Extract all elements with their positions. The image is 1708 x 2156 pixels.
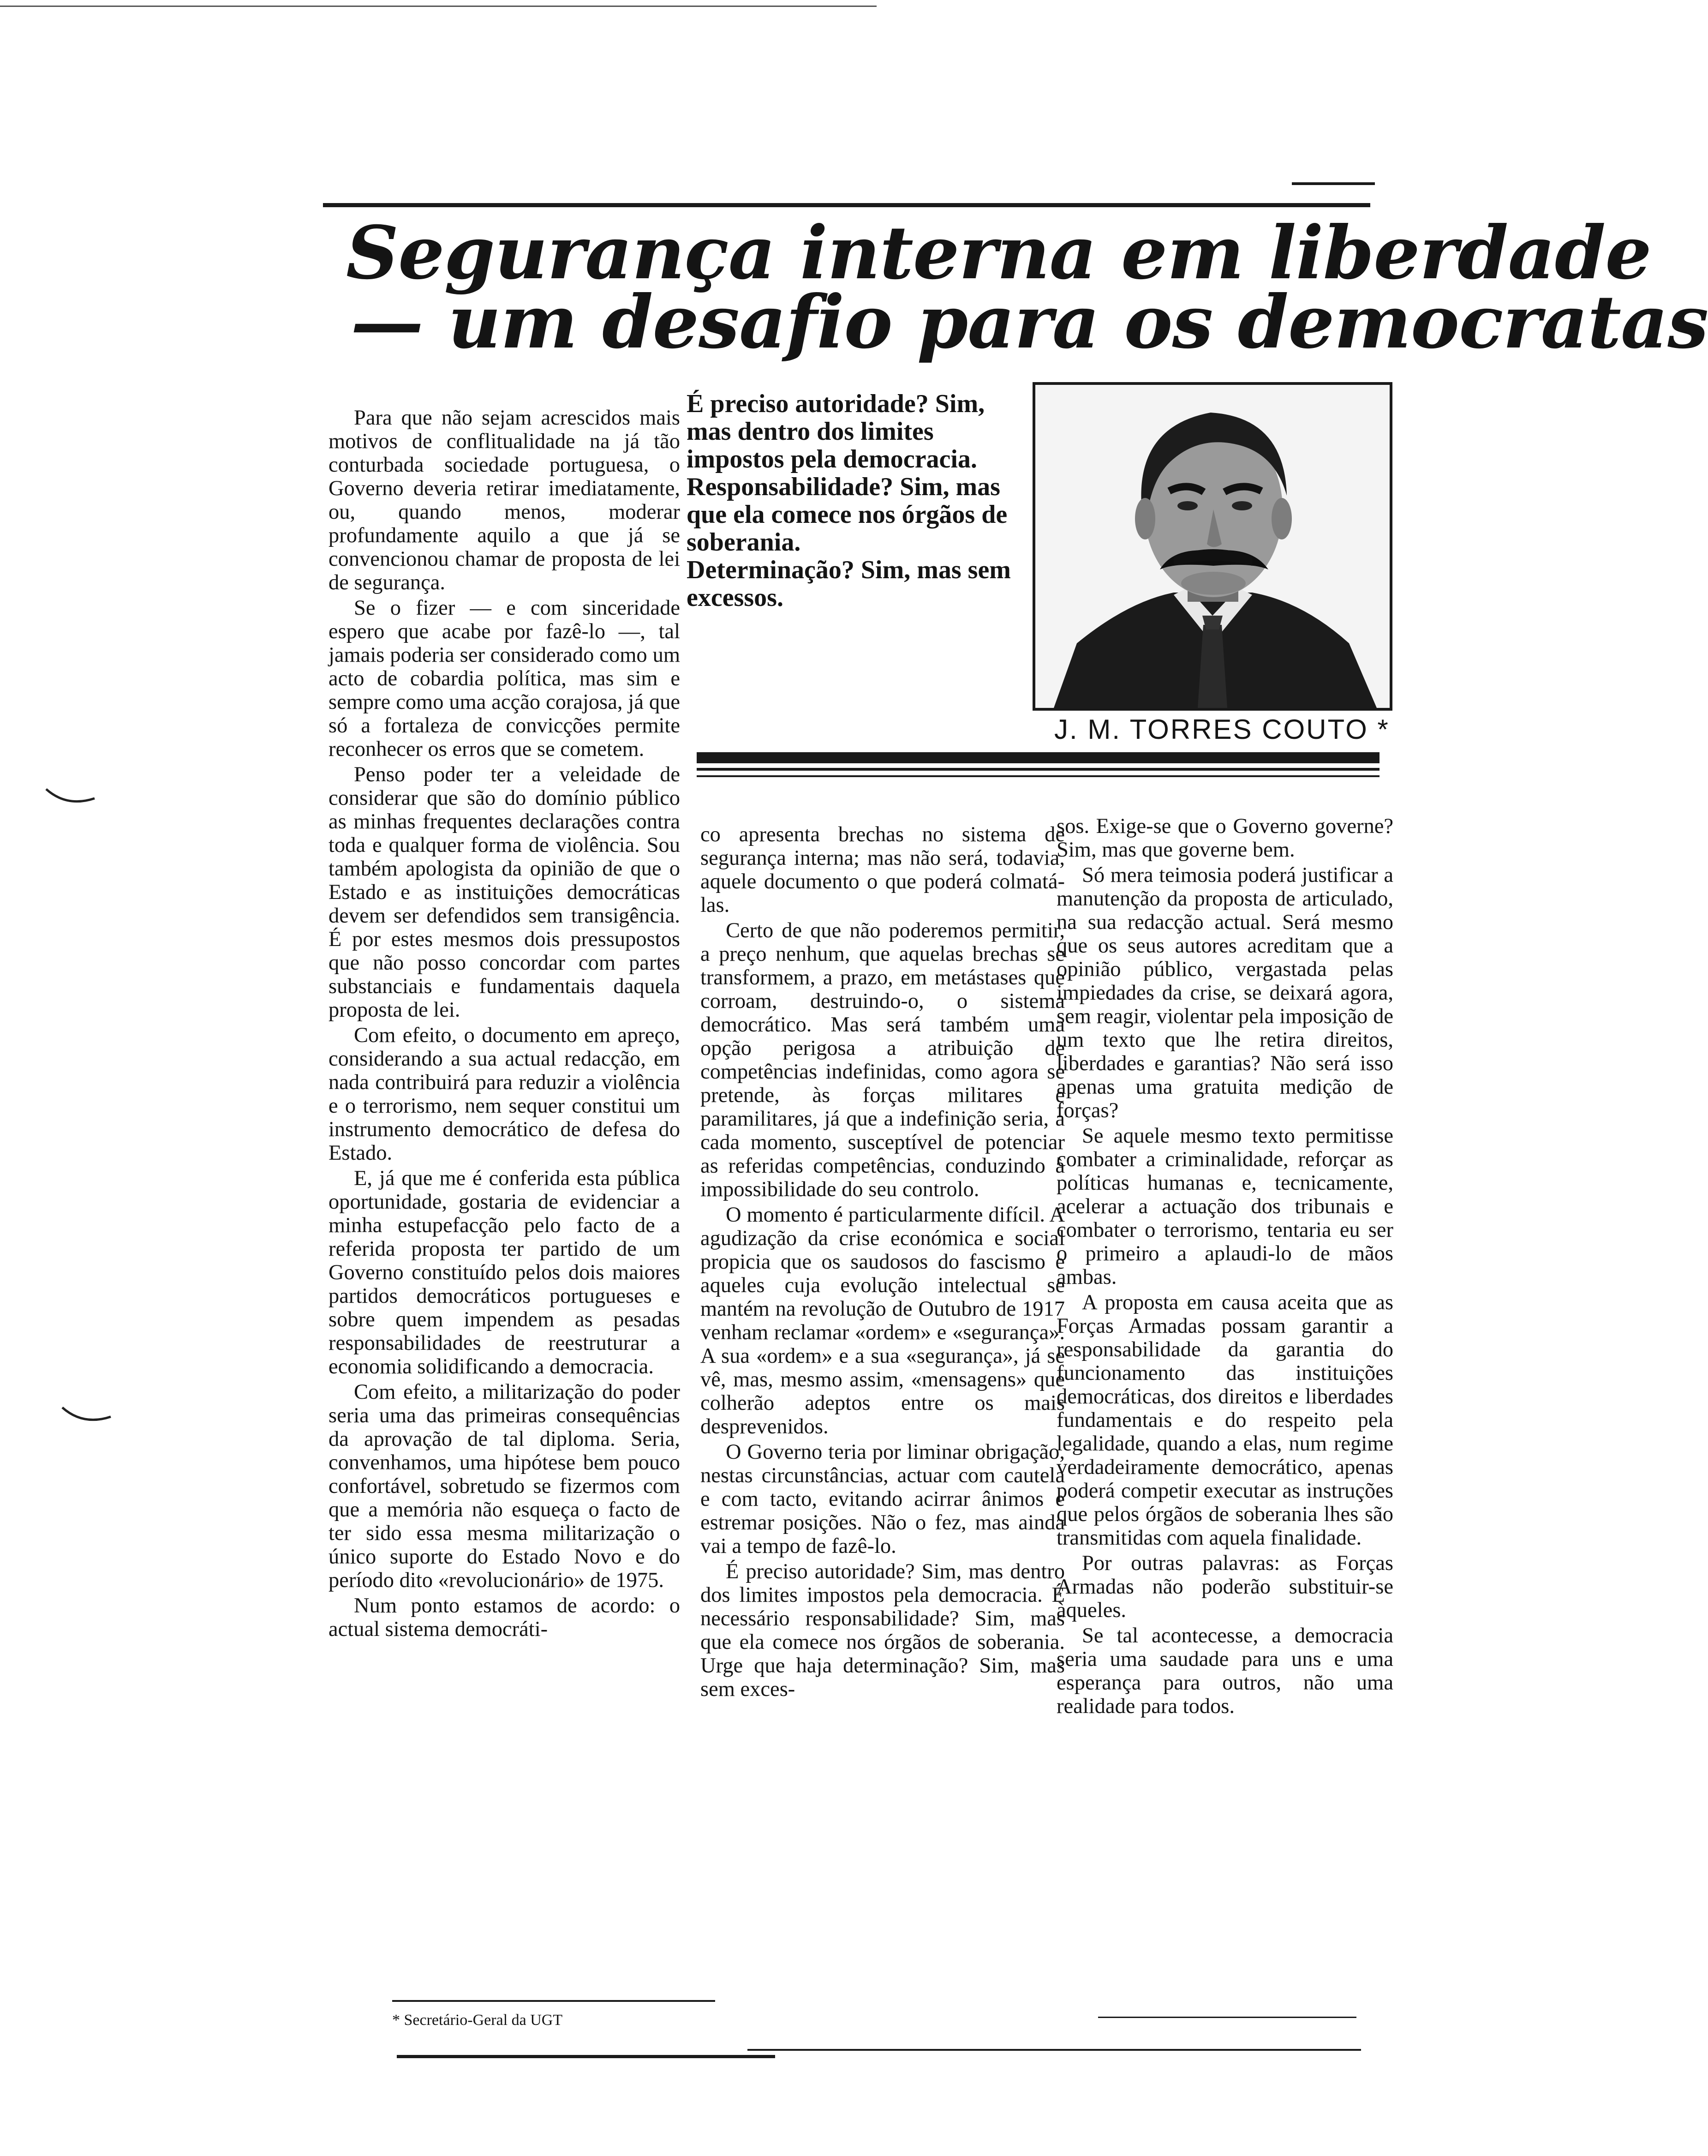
- column-1: [328, 406, 680, 1641]
- scan-edge-line: [0, 6, 877, 7]
- bottom-rule-right: [747, 2049, 1361, 2051]
- column-2: [700, 823, 1065, 1701]
- paragraph: Por outras palavras: as Forças Armadas não poderão substituir-se àqueles.: [1057, 1551, 1393, 1622]
- paragraph: Se tal acontecesse, a democracia seria uma saudade para uns e uma esperança para outros, não uma realidade para todos.: [1057, 1624, 1393, 1718]
- paragraph: Só mera teimosia poderá justificar a manutenção da proposta de articulado, na sua redacção actual. Será mesmo que os seus autores acreditam que a opinião público, vergastada pelas impiedades da crise, se deixará agora, sem reagir, violentar pela imposição de um texto que lhe retira direitos, liberdades e garantias? Não será isso apenas uma gratuita medição de forças?: [1057, 863, 1393, 1122]
- paragraph: O momento é particularmente difícil. A agudização da crise económica e social propicia que os saudosos do fascismo e aqueles cuja evolução intelectual se mantém na revolução de Outubro de 1917 venham reclamar «ordem» e «segurança». A sua «ordem» e a sua «segurança», já se vê, mas, mesmo assim, «mensagens» que colherão adeptos entre os mais desprevenidos.: [700, 1203, 1065, 1438]
- paragraph: E, já que me é conferida esta pública oportunidade, gostaria de evidenciar a minha estupefacção pelo facto de a referida proposta ter partido de um Governo constituído pelos dois maiores partidos democráticos portugueses e sobre quem impendem as pesadas responsabilidades de reestruturar a economia solidificando a democracia.: [328, 1167, 680, 1378]
- byline-rule-thick: [697, 752, 1380, 763]
- bottom-rule-left: [397, 2055, 775, 2058]
- scan-mark-icon: [60, 1403, 115, 1431]
- col3-end-rule: [1098, 2017, 1356, 2018]
- top-rule-tail: [1292, 182, 1375, 185]
- paragraph: Para que não sejam acrescidos mais motivos de conflitualidade na já tão conturbada sociedade portuguesa, o Governo deveria retirar imediatamente, ou, quando menos, moderar profundamente aquilo a que já se convencionou chamar de proposta de lei de segurança.: [328, 406, 680, 594]
- paragraph: Com efeito, a militarização do poder seria uma das primeiras consequências da aprovação de tal diploma. Seria, convenhamos, uma hipótese bem pouco confortável, sobretudo se fizermos com que a memória não esqueça o facto de ter sido essa mesma militarização o único suporte do Estado Novo e do período dito «revolucionário» de 1975.: [328, 1380, 680, 1592]
- pull-quote: [687, 390, 1019, 611]
- scan-mark-icon: [44, 785, 99, 812]
- pull-quote-line: Responsabilidade? Sim, mas que ela comece nos órgãos de soberania.: [687, 473, 1008, 557]
- pull-quote-line: Determinação? Sim, mas sem excessos.: [687, 556, 1011, 612]
- author-portrait-icon: [1035, 385, 1390, 708]
- top-rule: [323, 203, 1370, 207]
- paragraph: Se o fizer — e com sinceridade espero que acabe por fazê-lo —, tal jamais poderia ser considerado como um acto de cobardia política, mas sim e sempre como uma acção corajosa, já que só a fortaleza de convicções permite reconhecer os erros que se cometem.: [328, 596, 680, 761]
- paragraph: Certo de que não poderemos permitir, a preço nenhum, que aquelas brechas se transformem, a prazo, em metástases que corroam, destruindo-o, o sistema democrático. Mas será também uma opção perigosa a atribuição de competências indefinidas, como agora se pretende, às forças militares e paramilitares, já que a indefinição seria, a cada momento, susceptível de potenciar as referidas competências, conduzindo à impossibilidade do seu controlo.: [700, 919, 1065, 1201]
- paragraph: A proposta em causa aceita que as Forças Armadas possam garantir a responsabilidade da garantia do funcionamento das instituições democráticas, dos direitos e liberdades fundamentais e do respeito pela legalidade, quando a elas, num regime verdadeiramente democrático, apenas poderá competir executar as instruções que pelos órgãos de soberania lhes são transmitidas com aquela finalidade.: [1057, 1291, 1393, 1550]
- footnote: * Secretário-Geral da UGT: [392, 2012, 563, 2029]
- author-byline: J. M. TORRES COUTO *: [1054, 714, 1390, 745]
- footnote-rule: [392, 2000, 715, 2002]
- pull-quote-line: É preciso autoridade? Sim, mas dentro dos limites impostos pela democracia.: [687, 389, 985, 473]
- paragraph: Num ponto estamos de acordo: o actual sistema democráti-: [328, 1594, 680, 1641]
- headline-line-2: — um desafio para os democratas: [351, 280, 1708, 365]
- headline-line-1: Segurança interna em liberdade: [346, 210, 1651, 296]
- paragraph: É preciso autoridade? Sim, mas dentro dos limites impostos pela democracia. É necessário responsabilidade? Sim, mas que ela comece nos órgãos de soberania. Urge que haja determinação? Sim, mas sem exces-: [700, 1560, 1065, 1701]
- paragraph: Com efeito, o documento em apreço, considerando a sua actual redacção, em nada contribuirá para reduzir a violência e o terrorismo, nem sequer constitui um instrumento democrático de defesa do Estado.: [328, 1024, 680, 1165]
- paragraph: Penso poder ter a veleidade de considerar que são do domínio público as minhas frequentes declarações contra toda e qualquer forma de violência. Sou também apologista da opinião de que o Estado e as instituições democráticas devem ser defendidos sem transigência. É por estes mesmos dois pressupostos que não posso concordar com partes substanciais e fundamentais daquela proposta de lei.: [328, 763, 680, 1022]
- paragraph: O Governo teria por liminar obrigação, nestas circunstâncias, actuar com cautela e com tacto, evitando acirrar ânimos e estremar posições. Não o fez, mas ainda vai a tempo de fazê-lo.: [700, 1440, 1065, 1558]
- author-photo: [1033, 382, 1392, 711]
- paragraph: Se aquele mesmo texto permitisse combater a criminalidade, reforçar as políticas humanas e, tecnicamente, acelerar a actuação dos tribunais e combater o terrorismo, tentaria eu ser o primeiro a aplaudi-lo de mãos ambas.: [1057, 1124, 1393, 1289]
- column-3: [1057, 814, 1393, 1718]
- paragraph: sos. Exige-se que o Governo governe? Sim, mas que governe bem.: [1057, 814, 1393, 862]
- byline-rule-thin-2: [697, 775, 1380, 777]
- paragraph: co apresenta brechas no sistema de segurança interna; mas não será, todavia, aquele documento o que poderá colmatá-las.: [700, 823, 1065, 917]
- byline-rule-thin: [697, 768, 1380, 771]
